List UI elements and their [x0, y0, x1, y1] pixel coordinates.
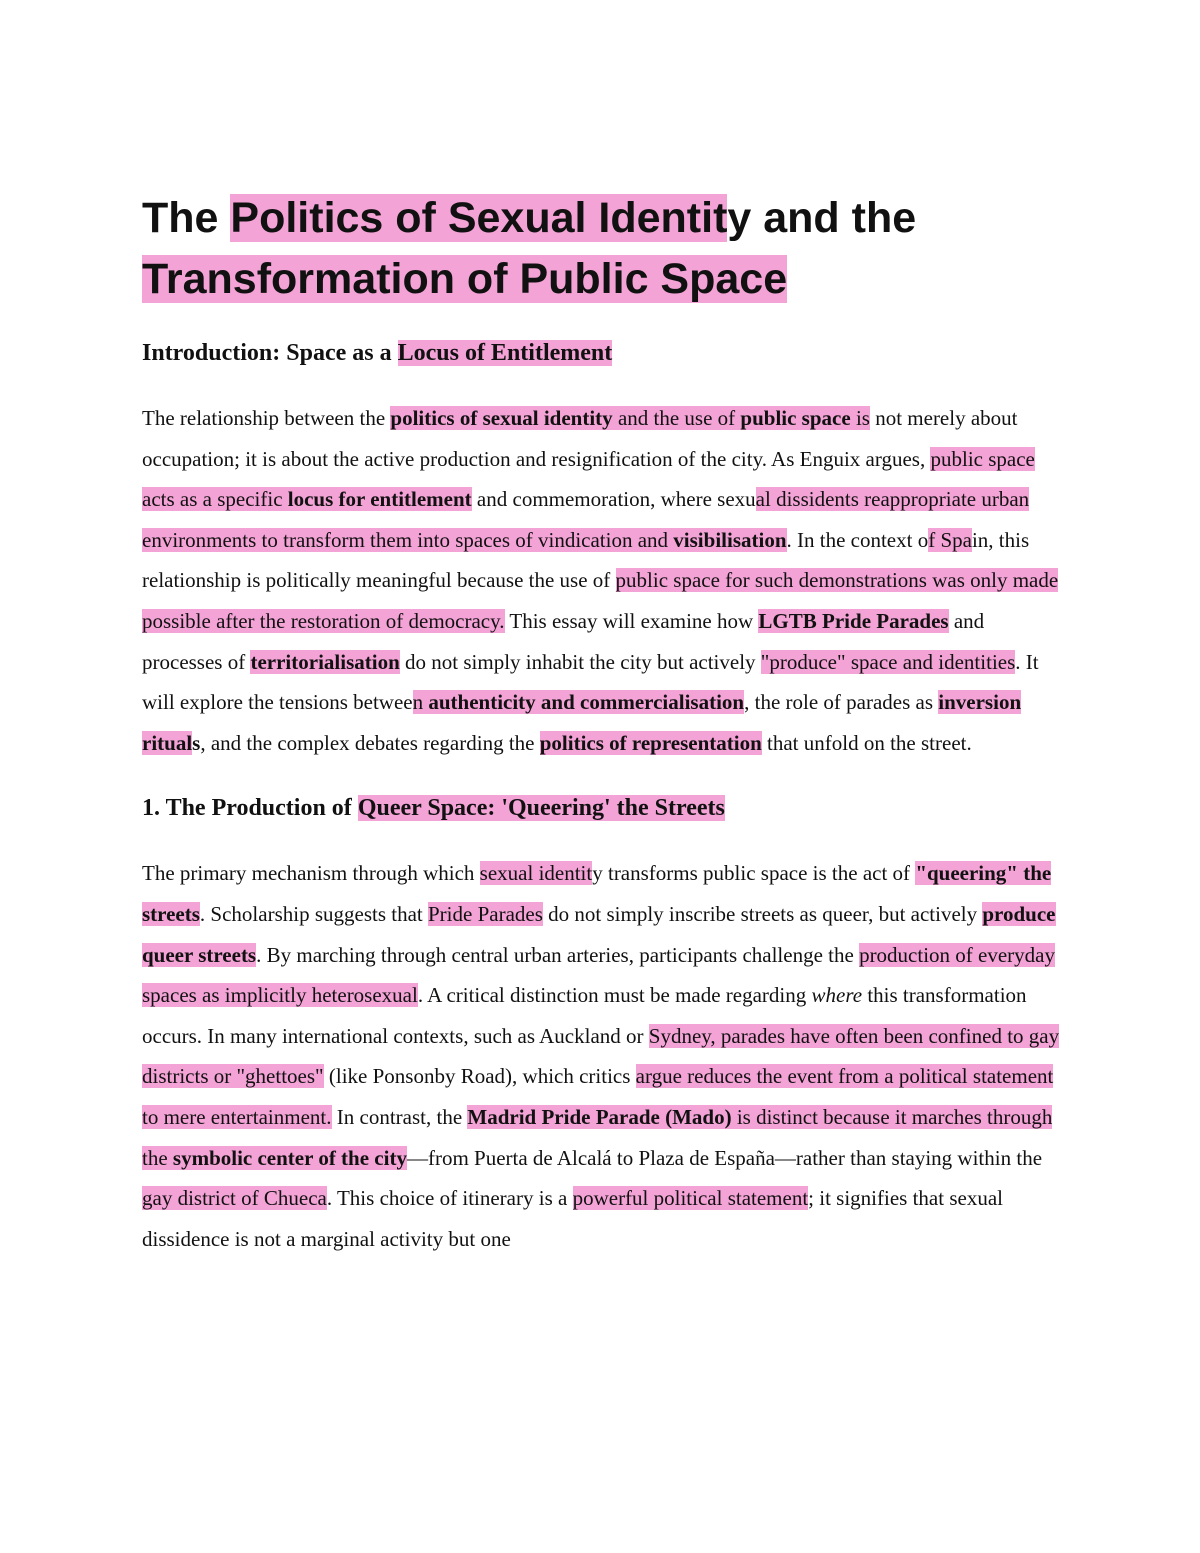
text-run: this transformation occurs. In many international contexts, such as Auckland or [142, 983, 1027, 1048]
paragraph-queer-space [142, 853, 1062, 1259]
highlighted-text: production of everyday spaces as implicitly heterosexual [142, 942, 1055, 1008]
section-heading-queer-space [142, 788, 1062, 828]
highlighted-text: public space for such demonstrations was only made possible after the restoration of democracy. [142, 568, 1059, 633]
highlighted-text: public space [740, 406, 851, 430]
document-page [142, 188, 1062, 1259]
text-run: . By marching through central urban arteries, participants challenge the [256, 942, 860, 967]
highlighted-text: Sydney, parades have often been confined to gay districts or "ghettoes" [142, 1023, 1060, 1089]
highlighted-text: Transformation of Public Space [142, 255, 788, 303]
text-run: The relationship between the [142, 406, 391, 430]
text-run: s [192, 730, 201, 755]
text-run: do not simply inscribe streets as queer, but actively [542, 901, 983, 926]
text-run: , and the complex debates regarding the [200, 730, 540, 755]
highlighted-text: n [412, 690, 429, 715]
highlighted-text: politics of representation [539, 730, 762, 755]
text-run: and processes of [142, 608, 985, 674]
highlighted-text: is [850, 406, 870, 430]
text-run: In contrast, the [331, 1104, 468, 1129]
highlighted-text: argue reduces the event from a political statement to mere entertainment. [142, 1064, 1054, 1129]
text-run: The [142, 194, 231, 242]
highlighted-text: LGTB Pride Parades [758, 608, 949, 633]
text-run: and commemoration, where sexu [471, 487, 756, 512]
highlighted-text: is distinct because it marches through the [142, 1104, 1053, 1170]
highlighted-text: "produce" space and identities [760, 649, 1016, 674]
highlighted-text: Locus of Entitlement [397, 340, 613, 366]
text-run: y transforms public space is the act of [592, 861, 916, 886]
text-run: do not simply inhabit the city but actively [399, 649, 761, 674]
highlighted-text: gay district of Chueca [142, 1186, 327, 1211]
text-run: in, this relationship is politically meaningful because the use of [142, 527, 1030, 593]
document-title [142, 188, 1062, 310]
text-run: , the role of parades as [744, 690, 939, 715]
paragraph-introduction [142, 398, 1062, 763]
highlighted-text: politics of sexual identity [390, 406, 613, 430]
highlighted-text: f Spa [928, 527, 972, 552]
highlighted-text: inversion ritual [142, 690, 1022, 755]
highlighted-text: territorialisation [250, 649, 400, 674]
text-run: 1. The Production of [142, 795, 358, 822]
text-run: —from Puerta de Alcalá to Plaza de España—rather than staying within the [406, 1145, 1043, 1170]
text-run: . It will explore the tensions betwee [142, 649, 1039, 715]
highlighted-text: Politics of Sexual Identit [230, 194, 728, 242]
highlighted-text: locus for entitlement [287, 487, 472, 512]
text-run: . A critical distinction must be made regarding [417, 983, 812, 1008]
highlighted-text: Madrid Pride Parade (Mado) [467, 1104, 732, 1129]
text-run: ; it signifies that sexual dissidence is not a marginal activity but one [142, 1186, 1003, 1251]
highlighted-text: al dissidents reappropriate urban environments to transform them into spaces of vindication and [142, 487, 1030, 552]
highlighted-text: "queering" the streets [142, 861, 1052, 926]
highlighted-text: and the use of [612, 406, 741, 430]
highlighted-text: public space acts as a specific [142, 446, 1035, 512]
text-run: . This choice of itinerary is a [326, 1186, 573, 1211]
highlighted-text: powerful political statement [572, 1186, 809, 1211]
text-run: This essay will examine how [504, 608, 759, 633]
text-run: Introduction: Space as a [142, 340, 398, 366]
highlighted-text: symbolic center of the city [172, 1145, 407, 1170]
text-run: . Scholarship suggests that [199, 901, 428, 926]
highlighted-text: visibilisation [673, 527, 787, 552]
highlighted-text: produce queer streets [142, 901, 1056, 967]
text-run: The primary mechanism through which [142, 861, 480, 886]
section-heading-introduction [142, 333, 1062, 373]
text-run: (like Ponsonby Road), which critics [323, 1064, 636, 1089]
text-run: not merely about occupation; it is about the active production and resignification of the city. As Enguix argues, [142, 406, 1018, 471]
highlighted-text: sexual identit [479, 861, 593, 886]
text-run: that unfold on the street. [761, 730, 972, 755]
text-run: y and the [727, 194, 917, 242]
highlighted-text: authenticity and commercialisation [428, 690, 745, 715]
highlighted-text: Queer Space: 'Queering' the Streets [357, 795, 725, 822]
text-run: . In the context o [786, 527, 929, 552]
highlighted-text: Pride Parades [428, 901, 543, 926]
text-run: where [811, 983, 863, 1008]
